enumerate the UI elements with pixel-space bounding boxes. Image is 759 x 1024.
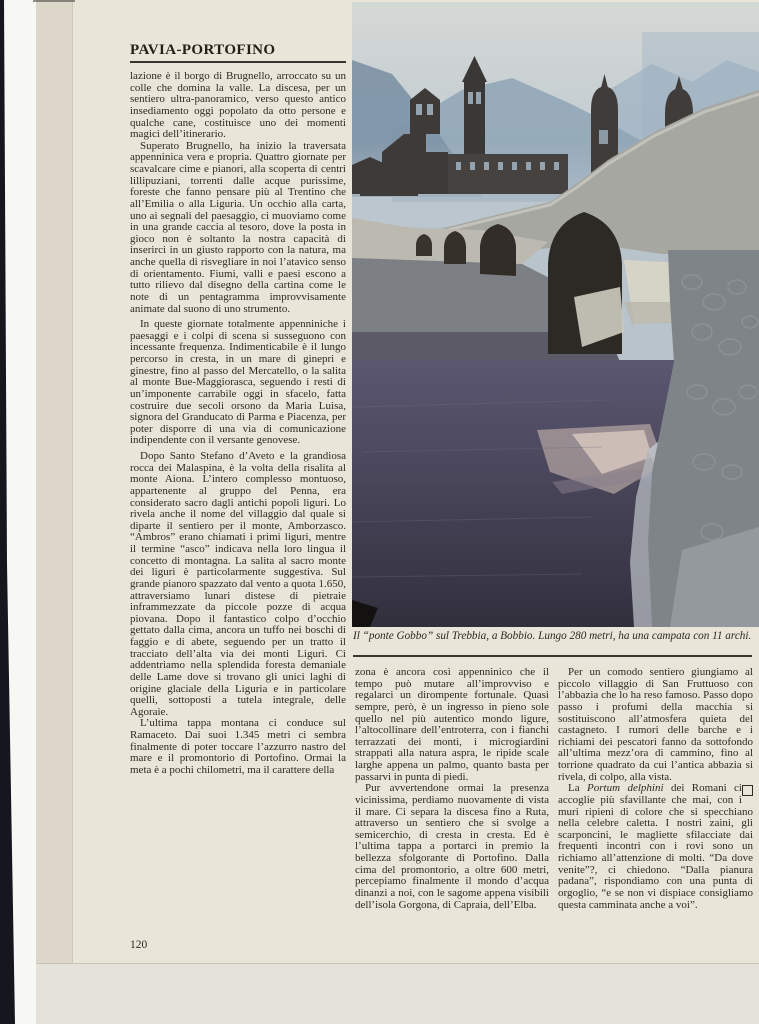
paragraph: lazione è il borgo di Brugnello, arroccato su un colle che domina la valle. La discesa, per un sentiero ultra-panoramico, verso questo antico insediamento oggi popolato da otto persone e qualche cane, costituisce uno dei momenti magici dell’itinerario. bbox=[130, 70, 346, 141]
paragraph: In queste giornate totalmente appenniniche i paesaggi e i colpi di scena si susseguono con incessante frequenza. Indimenticabile è il lungo percorso in cresta, in un mare di ginepri e ginestre, fino al passo del Mercatello, o la salita al monte Bue-Maggiorasca, seguendo i resti di un’imponente carrabile oggi in sfacelo, fatta costruire due secoli orsono da Maria Luisa, signora del Granducato di Parma e Piacenza, per poter disporre di una via di comunicazione indipendente con il versante genovese. bbox=[130, 318, 346, 447]
paragraph-text: dei Romani ci accoglie più sfavillante che mai, con i muri ripieni di colore che si specchiano nella celebre caletta. I nostri zaini, gli scarponcini, le magliette sfilacciate dai frequenti incontri con i rovi sono un richiamo all’attenzione di molti. “Da dove venite”?, ci chiedono. “Dalla pianura padana”, rispondiamo con una punta di orgoglio, “e se non vi dispiace consigliamo questa camminata anche a voi”. bbox=[558, 782, 753, 911]
paragraph: Pur avvertendone ormai la presenza vicinissima, perdiamo nuovamente di vista il mare. Ci separa la discesa fino a Ruta, attraverso un sentiero che si svolge a semicerchio, di cresta in cresta. Ed è l’ultima tappa a portarci in premio la bellezza sfolgorante di Portofino. Dalla cima del promontorio, a oltre 600 metri, percepiamo finalmente il mondo d’acqua dinanzi a noi, con le sagome appena visibili dell’isola Gorgona, di Capraia, dell’Elba. bbox=[355, 782, 549, 911]
bridge-photo-illustration bbox=[352, 2, 759, 627]
article-column-middle bbox=[355, 667, 549, 911]
underlying-page-strip bbox=[36, 963, 759, 1024]
latin-phrase: Portum delphini bbox=[587, 782, 664, 795]
end-of-article-marker bbox=[742, 785, 753, 796]
page-edge-line bbox=[72, 0, 73, 963]
bridge-photo bbox=[352, 2, 759, 627]
photo-caption: Il “ponte Gobbo” sul Trebbia, a Bobbio. Lungo 280 metri, ha una campata con 11 archi. bbox=[353, 630, 752, 642]
scan-edge-page-fold bbox=[36, 0, 72, 1024]
paragraph: Dopo Santo Stefano d’Aveto e la grandiosa rocca dei Malaspina, è la volta della risalita al monte Aiona. L’intero complesso montuoso, appartenente al gruppo del Penna, era considerato sacro dagli antichi popoli liguri. Lo rivela anche il nome del villaggio dal quale si diparte il sentiero per il monte, Amborzasco. “Ambros” erano chiamati i primi liguri, mentre il termine “asco” indicava nella loro lingua il concetto di montagna. La salita al sacro monte dei liguri è particolarmente suggestiva. Sul grande pianoro spazzato dal vento a quota 1.650, attraversiamo lunari distese di pietraie inframmezzate da piccole pozze di acqua piovana. Dopo il fantastico colpo d’occhio gettato dalla cima, ancora un tuffo nei boschi di faggio e di abete, seguendo per un tratto il tracciato dell’alta via dei monti Liguri. Ci addentriamo nella splendida foresta demaniale delle Lame dove si trovano gli unici laghi di origine glaciale della Liguria e in particolare quelli, sottoposti a tutela integrale, delle Agoraie. bbox=[130, 450, 346, 718]
paragraph: L’ultima tappa montana ci conduce sul Ramaceto. Dai suoi 1.345 metri ci sembra finalmente di poter toccare l’azzurro nastro del mare e il promontorio di Portofino. Ormai la meta è a pochi chilometri, ma il carattere della bbox=[130, 717, 346, 776]
article-column-left bbox=[130, 71, 346, 777]
kicker-rule bbox=[130, 61, 346, 63]
section-kicker: PAVIA-PORTOFINO bbox=[130, 42, 276, 58]
paragraph-text: La bbox=[568, 782, 588, 795]
paragraph bbox=[558, 783, 753, 911]
paragraph: zona è ancora così appenninico che il tempo può mutare all’improvviso e regalarci un dirompente fortunale. Quasi sempre, però, è un ingresso in pieno sole quello nel più autentico mondo ligure, l’altocollinare dell’entroterra, con i fianchi terrazzati dei monti, i microgiardini strappati alla natura aspra, le ripide scale larghe appena un palmo, quanto basta per passarvi in punta di piedi. bbox=[355, 666, 549, 783]
page-number: 120 bbox=[130, 939, 148, 951]
article-column-right bbox=[558, 667, 753, 911]
scan-top-line bbox=[33, 0, 75, 2]
paragraph: Per un comodo sentiero giungiamo al piccolo villaggio di San Fruttuoso con l’abbazia che lo ha reso famoso. Passo dopo passo i profumi della macchia si sostituiscono all’atmosfera quieta del castagneto. I rumori delle barche e i richiami dei pescatori fanno da sottofondo all’ultima mezz’ora di cammino, fino al torrione quadrato da cui l’antica abbazia si rivela, di colpo, alla vista. bbox=[558, 666, 753, 783]
caption-rule bbox=[353, 655, 752, 657]
paragraph: Superato Brugnello, ha inizio la traversata appenninica vera e propria. Quattro giornate per scavalcare cime e pianori, alla scoperta di centri lillipuziani, torrenti dalle acque purissime, foreste che fanno pensare più al Trentino che all’Emilia o alla Liguria. Un occhio alla carta, uno ai segnali del paesaggio, ci muoviamo come in una grande caccia al tesoro, dove la posta in gioco non è soltanto la nostra capacità di inserirci in un giusto rapporto con la natura, ma anche quella di risvegliare in noi l’atavico senso di orientamento. Fiumi, valli e paesi escono a tutto rilievo dal disegno della cartina come le note di un pentagramma improvvisamente animate dal suono di uno strumento. bbox=[130, 139, 346, 315]
